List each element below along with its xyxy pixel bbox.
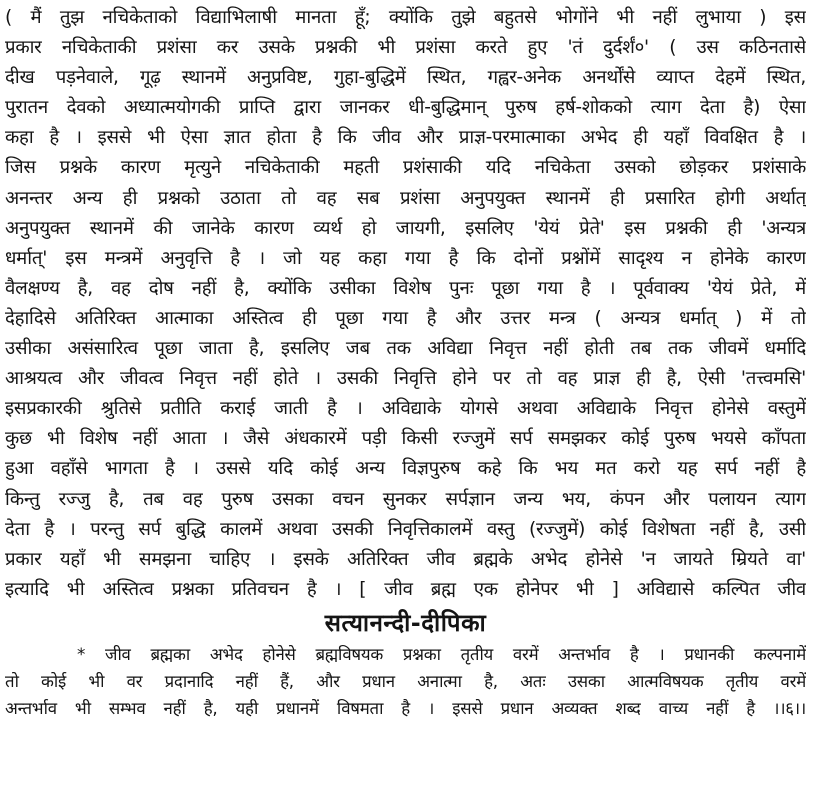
text-line: देहादिसे अतिरिक्त आत्माका अस्तित्व ही पूछा गया है और उत्तर मन्त्र ( अन्यत्र धर्मात् ) में तो bbox=[5, 307, 806, 329]
section-heading: सत्यानन्दी-दीपिका bbox=[324, 608, 487, 637]
text-line: कहा है । इससे भी ऐसा ज्ञात होता है कि जीव और प्राज्ञ-परमात्माका अभेद ही यहाँ विवक्षित है । bbox=[5, 127, 806, 149]
commentary-line: तो कोई भी वर प्रदानादि नहीं हैं, और प्रधान अनात्मा है, अतः उसका आत्मविषयक तृतीय वरमें bbox=[5, 670, 806, 691]
text-line: वैलक्षण्य है, वह दोष नहीं है, क्योंकि उसीका विशेष पुनः पूछा गया है । पूर्ववाक्य 'येयं प्रेते, में bbox=[5, 277, 806, 299]
text-line: ( मैं तुझ नचिकेताको विद्याभिलाषी मानता हूँ; क्योंकि तुझे बहुतसे भोगोंने भी नहीं लुभाया ) इस bbox=[5, 7, 806, 28]
text-line: हुआ वहाँसे भागता है । उससे यदि कोई अन्य विज्ञपुरुष कहे कि भय मत करो यह सर्प नहीं है bbox=[5, 458, 806, 480]
text-line: पुरातन देवको अध्यात्मयोगकी प्राप्ति द्वारा जानकर धी-बुद्धिमान् पुरुष हर्ष-शोकको त्याग देता है) ऐसा bbox=[5, 97, 806, 119]
text-line: प्रकार यहाँ भी समझना चाहिए । इसके अतिरिक्त जीव ब्रह्मके अभेद होनेसे 'न जायते म्रियते वा' bbox=[5, 548, 806, 570]
text-line: धर्मात्' इस मन्त्रमें अनुवृत्ति है । जो यह कहा गया है कि दोनों प्रश्नोंमें सादृश्य न होनेके कारण bbox=[5, 247, 806, 269]
commentary-block bbox=[5, 641, 806, 722]
text-line: अनन्तर अन्य ही प्रश्नको उठाता तो वह सब प्रशंसा अनुपयुक्त स्थानमें ही प्रसारित होगी अर्थात् bbox=[5, 187, 806, 209]
text-line: आश्रयत्व और जीवत्व निवृत्त नहीं होते । उसकी निवृत्ति होने पर तो वह प्राज्ञ ही है, ऐसी 'तत्त्वमसि' bbox=[5, 368, 806, 390]
text-line: देता है । परन्तु सर्प बुद्धि कालमें अथवा उसकी निवृत्तिकालमें वस्तु (रज्जुमें) कोई विशेषता नहीं है, उसी bbox=[5, 518, 806, 540]
commentary-line: अन्तर्भाव भी सम्भव नहीं है, यही प्रधानमें विषमता है । इससे प्रधान अव्यक्त शब्द वाच्य नहीं है ।।६।। bbox=[5, 697, 806, 718]
commentary-line: * जीव ब्रह्मका अभेद होनेसे ब्रह्मविषयक प्रश्नका तृतीय वरमें अन्तर्भाव है । प्रधानकी कल्पनामें bbox=[77, 643, 806, 664]
text-line: अनुपयुक्त स्थानमें की जानेके कारण व्यर्थ हो जायगी, इसलिए 'येयं प्रेते' इस प्रश्नकी ही 'अन्यत्र bbox=[5, 217, 806, 239]
text-line: कुछ भी विशेष नहीं आता । जैसे अंधकारमें पड़ी किसी रज्जुमें सर्प समझकर कोई पुरुष भयसे काँपता bbox=[5, 428, 806, 450]
text-line: इत्यादि भी अस्तित्व प्रश्नका प्रतिवचन है । [ जीव ब्रह्म एक होनेपर भी ] अविद्यासे कल्पित जीव bbox=[5, 578, 806, 600]
text-line: किन्तु रज्जु है, तब वह पुरुष उसका वचन सुनकर सर्पज्ञान जन्य भय, कंपन और पलायन त्याग bbox=[5, 488, 806, 510]
main-text-block bbox=[5, 3, 806, 605]
text-line: दीख पड़नेवाले, गूढ़ स्थानमें अनुप्रविष्ट, गुहा-बुद्धिमें स्थित, गह्वर-अनेक अनर्थोंसे व्याप्त देहमें स्थित, bbox=[5, 67, 806, 89]
text-line: प्रकार नचिकेताकी प्रशंसा कर उसके प्रश्नकी भी प्रशंसा करते हुए 'तं दुर्दर्शं०' ( उस कठिनतासे bbox=[5, 37, 806, 59]
text-line: जिस प्रश्नके कारण मृत्युने नचिकेताकी महती प्रशंसाकी यदि नचिकेता उसको छोड़कर प्रशंसाके bbox=[5, 157, 806, 179]
text-line: उसीका असंसारित्व पूछा जाता है, इसलिए जब तक अविद्या निवृत्त नहीं होती तब तक जीवमें धर्मादि bbox=[5, 338, 806, 360]
text-line: इसप्रकारकी श्रुतिसे प्रतीति कराई जाती है । अविद्याके योगसे अथवा अविद्याके निवृत्त होनेसे वस्तुमें bbox=[5, 398, 806, 420]
